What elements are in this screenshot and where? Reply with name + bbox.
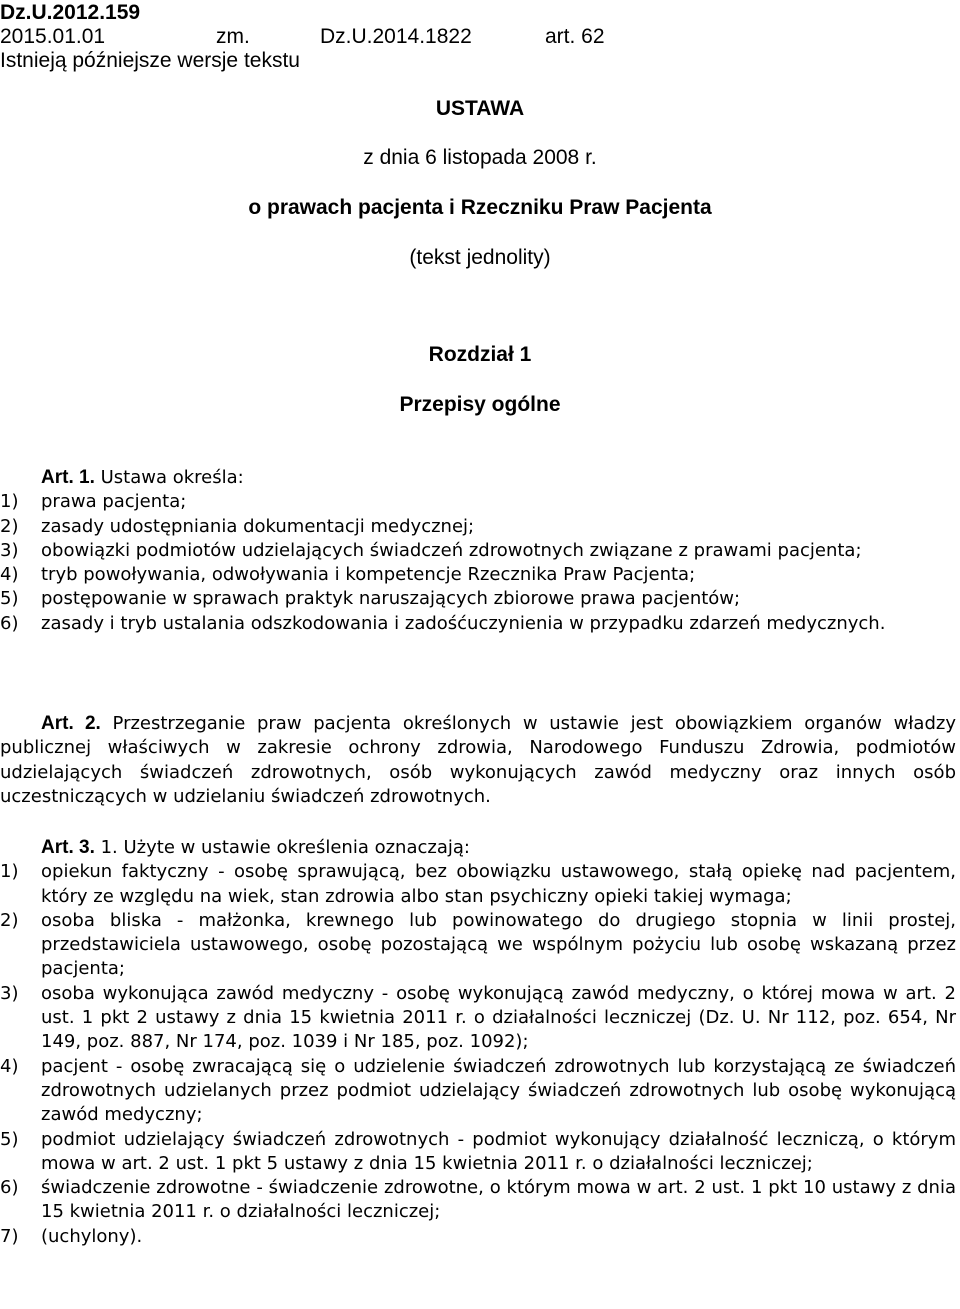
list-item: [0, 563, 956, 587]
effective-date: 2015.01.01: [0, 25, 106, 48]
amendment-line: [0, 25, 960, 49]
list-item: [0, 1128, 956, 1177]
item-number: 6): [0, 1177, 19, 1199]
list-item: [0, 1055, 956, 1128]
list-item: [0, 539, 956, 563]
article-2: [0, 712, 956, 809]
item-number: 4): [0, 1055, 19, 1077]
article-3-label: Art. 3.: [41, 837, 95, 858]
journal-reference: Dz.U.2012.159: [0, 1, 141, 24]
item-number: 3): [0, 539, 19, 561]
document-header: [0, 0, 960, 73]
item-number: 1): [0, 491, 19, 513]
list-item: [0, 1176, 956, 1225]
item-number: 2): [0, 515, 19, 537]
article-2-label: Art. 2.: [41, 713, 101, 734]
item-text: opiekun faktyczny - osobę sprawującą, bez obowiązku ustawowego, stałą opiekę nad pacjentem, który ze względu na wiek, stan zdrowia albo stan psychiczny opieki takiej wymaga;: [41, 861, 956, 907]
item-number: 5): [0, 1128, 19, 1150]
item-text: osoba bliska - małżonka, krewnego lub powinowatego do drugiego stopnia w linii prostej, przedstawiciela ustawowego, osobę pozostającą we wspólnym pożyciu lub osobę wskazaną przez pacjenta;: [41, 909, 956, 980]
item-text: zasady udostępniania dokumentacji medycznej;: [41, 515, 475, 537]
article-2-text: Przestrzeganie praw pacjenta określonych w ustawie jest obowiązkiem organów władzy publicznej właściwych w zakresie ochrony zdrowia, Narodowego Funduszu Zdrowia, podmiotów udzielających świadczeń zdrowotnych, osób wykonujących zawód medyczny oraz innych osób uczestniczących w udzielaniu świadczeń zdrowotnych.: [0, 713, 956, 807]
article-1-label: Art. 1.: [41, 467, 95, 488]
amendment-marker: zm.: [216, 25, 250, 48]
act-date: z dnia 6 listopada 2008 r.: [363, 146, 597, 169]
article-3-list: [0, 860, 956, 1249]
item-number: 7): [0, 1225, 19, 1247]
list-item: [0, 909, 956, 982]
item-text: osoba wykonująca zawód medyczny - osobę wykonującą zawód medyczny, o której mowa w art. 2 ust. 1 pkt 2 ustawy z dnia 15 kwietnia 2011 r. o działalności leczniczej (Dz. U. Nr 112, poz. 654, Nr 149, poz. 887, Nr 174, poz. 1039 i Nr 185, poz. 1092);: [41, 982, 956, 1053]
act-type: USTAWA: [435, 97, 525, 120]
item-text: (uchylony).: [41, 1225, 143, 1247]
item-number: 4): [0, 564, 19, 586]
item-text: świadczenie zdrowotne - świadczenie zdrowotne, o którym mowa w art. 2 ust. 1 pkt 10 ustawy z dnia 15 kwietnia 2011 r. o działalności leczniczej;: [41, 1177, 956, 1223]
item-number: 6): [0, 612, 19, 634]
chapter-name: Przepisy ogólne: [399, 393, 561, 416]
list-item: [0, 587, 956, 611]
item-text: prawa pacjenta;: [41, 491, 187, 513]
item-number: 2): [0, 909, 19, 931]
consolidated-text-note: (tekst jednolity): [409, 246, 551, 269]
list-item: [0, 1225, 956, 1249]
amendment-reference: Dz.U.2014.1822: [320, 25, 472, 48]
item-text: podmiot udzielający świadczeń zdrowotnych - podmiot wykonujący działalność leczniczą, o którym mowa w art. 2 ust. 1 pkt 5 ustawy z dnia 15 kwietnia 2011 r. o działalności leczniczej;: [41, 1128, 956, 1174]
act-subject: o prawach pacjenta i Rzeczniku Praw Pacjenta: [248, 196, 712, 219]
item-number: 3): [0, 982, 19, 1004]
list-item: [0, 612, 956, 636]
item-text: zasady i tryb ustalania odszkodowania i zadośćuczynienia w przypadku zdarzeń medycznych.: [41, 612, 886, 634]
article-3: [0, 836, 956, 1249]
item-text: tryb powoływania, odwoływania i kompetencje Rzecznika Praw Pacjenta;: [41, 564, 696, 586]
chapter-label: Rozdział 1: [428, 343, 532, 366]
item-text: postępowanie w sprawach praktyk naruszających zbiorowe prawa pacjentów;: [41, 588, 741, 610]
item-text: pacjent - osobę zwracającą się o udzielenie świadczeń zdrowotnych lub korzystającą ze świadczeń zdrowotnych udzielanych przez podmiot udzielający świadczeń zdrowotnych lub osobę wykonującą zawód medyczny;: [41, 1055, 956, 1126]
list-item: [0, 515, 956, 539]
later-versions-notice: Istnieją późniejsze wersje tekstu: [0, 49, 300, 72]
item-number: 1): [0, 861, 19, 883]
item-text: obowiązki podmiotów udzielających świadczeń zdrowotnych związane z prawami pacjenta;: [41, 539, 862, 561]
article-1: [0, 466, 956, 636]
article-1-heading: [0, 466, 956, 490]
list-item: [0, 982, 956, 1055]
article-3-intro: 1. Użyte w ustawie określenia oznaczają:: [100, 837, 470, 858]
article-1-intro: Ustawa określa:: [100, 467, 244, 488]
article-reference: art. 62: [545, 25, 605, 48]
item-number: 5): [0, 588, 19, 610]
list-item: [0, 860, 956, 909]
article-3-heading: [0, 836, 956, 860]
article-1-list: [0, 490, 956, 636]
list-item: [0, 490, 956, 514]
